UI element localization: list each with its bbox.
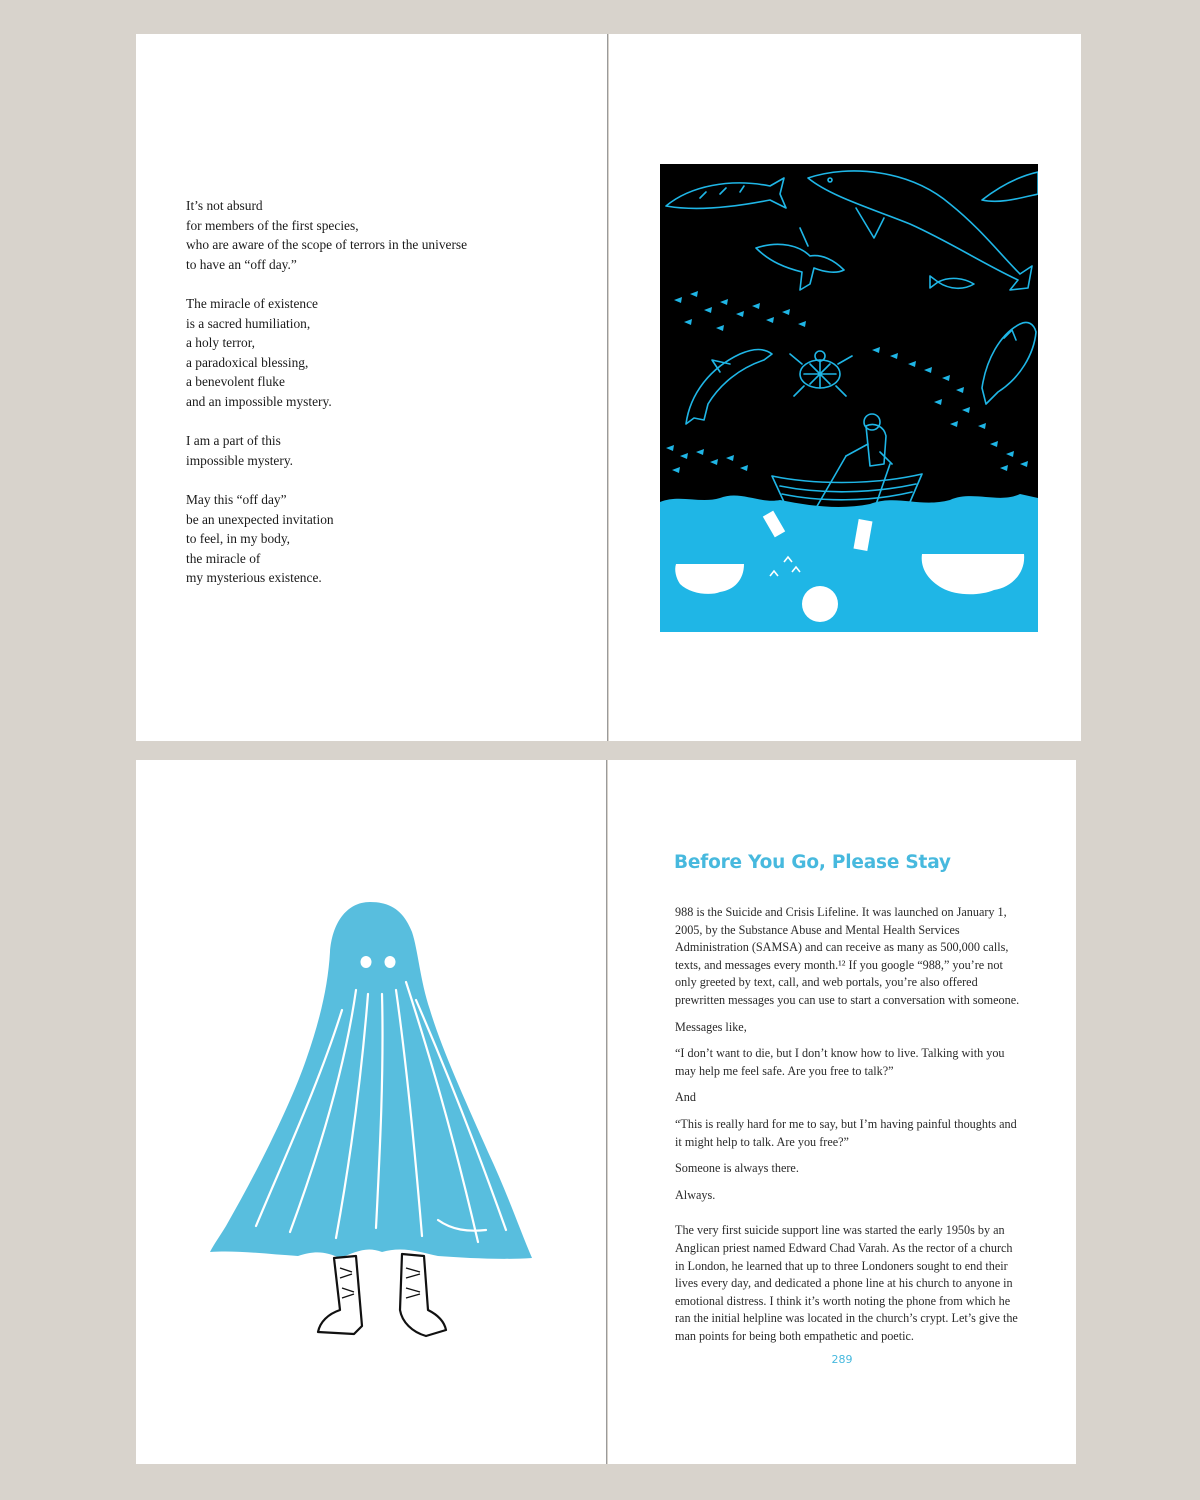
article-paragraph: Always.: [675, 1187, 716, 1202]
article-paragraph: And: [675, 1090, 696, 1105]
poem-line: is a sacred humiliation,: [186, 315, 311, 331]
article-paragraph: 988 is the Suicide and Crisis Lifeline. It was launched on January 1, 2005, by the Substance Abuse and Mental Health Services Administration (SAMSA) and can receive as many as 500,000 calls, texts, and messages every month.¹² If you google “988,” you’re not only greeted by text, call, and web portals, you’re also offered prewritten messages you can use to start a conversation with someone.: [675, 905, 1020, 1007]
poem: [186, 196, 586, 607]
poem-line: a holy terror,: [186, 335, 255, 351]
poem-line: for members of the first species,: [186, 217, 359, 233]
poem-line: It’s not absurd: [186, 198, 263, 213]
ghost-illustration: [206, 890, 546, 1340]
ghost-illustration-page: [136, 760, 606, 1464]
ghost-sheet: [210, 902, 532, 1259]
spread-gutter: [607, 34, 608, 741]
poem-line: and an impossible mystery.: [186, 393, 332, 409]
chapter-title: Before You Go, Please Stay: [674, 852, 951, 873]
poem-line: be an unexpected invitation: [186, 511, 334, 527]
article-paragraph: “This is really hard for me to say, but I’m having painful thoughts and it might help to talk. Are you free?”: [675, 1116, 1017, 1149]
poem-line: my mysterious existence.: [186, 570, 322, 586]
poem-page: [136, 34, 607, 741]
moon-reflection: [802, 586, 838, 622]
spread-gutter: [606, 760, 607, 1464]
poem-line: a paradoxical blessing,: [186, 354, 309, 370]
article-paragraph: The very first suicide support line was started the early 1950s by an Anglican priest named Edward Chad Varah. As the rector of a church in London, he learned that up to three Londoners sought to end their lives every day, and dedicated a phone line at his church to anyone in emotional distress. I think it’s worth noting the phone from which he ran the initial helpline was located in the church’s crypt. Let’s give the man points for being both empathetic and poetic.: [675, 1223, 1018, 1343]
article-body: [675, 904, 1020, 1354]
poem-line: The miracle of existence: [186, 295, 318, 311]
poem-stanza-1: [186, 196, 586, 274]
poem-line: impossible mystery.: [186, 452, 293, 468]
ocean-rowboat-illustration: [660, 164, 1038, 632]
poem-line: who are aware of the scope of terrors in the universe: [186, 237, 468, 253]
poem-stanza-4: [186, 490, 586, 588]
article-paragraph: Messages like,: [675, 1019, 747, 1034]
illustration-page: [609, 34, 1081, 741]
ghost-eye: [361, 956, 372, 968]
poem-line: I am a part of this: [186, 433, 281, 449]
article-paragraph: Someone is always there.: [675, 1161, 799, 1176]
page-number: 289: [831, 1353, 853, 1366]
poem-line: a benevolent fluke: [186, 374, 285, 390]
boots-icon: [318, 1254, 446, 1336]
ghost-eye: [385, 956, 396, 968]
article-page: [608, 760, 1076, 1464]
poem-line: to have an “off day.”: [186, 256, 297, 272]
poem-line: May this “off day”: [186, 491, 287, 507]
article-paragraph: “I don’t want to die, but I don’t know how to live. Talking with you may help me feel safe. Are you free to talk?”: [675, 1046, 1005, 1078]
poem-stanza-2: [186, 294, 586, 412]
poem-line: the miracle of: [186, 550, 261, 566]
poem-stanza-3: [186, 431, 586, 470]
poem-line: to feel, in my body,: [186, 531, 291, 547]
